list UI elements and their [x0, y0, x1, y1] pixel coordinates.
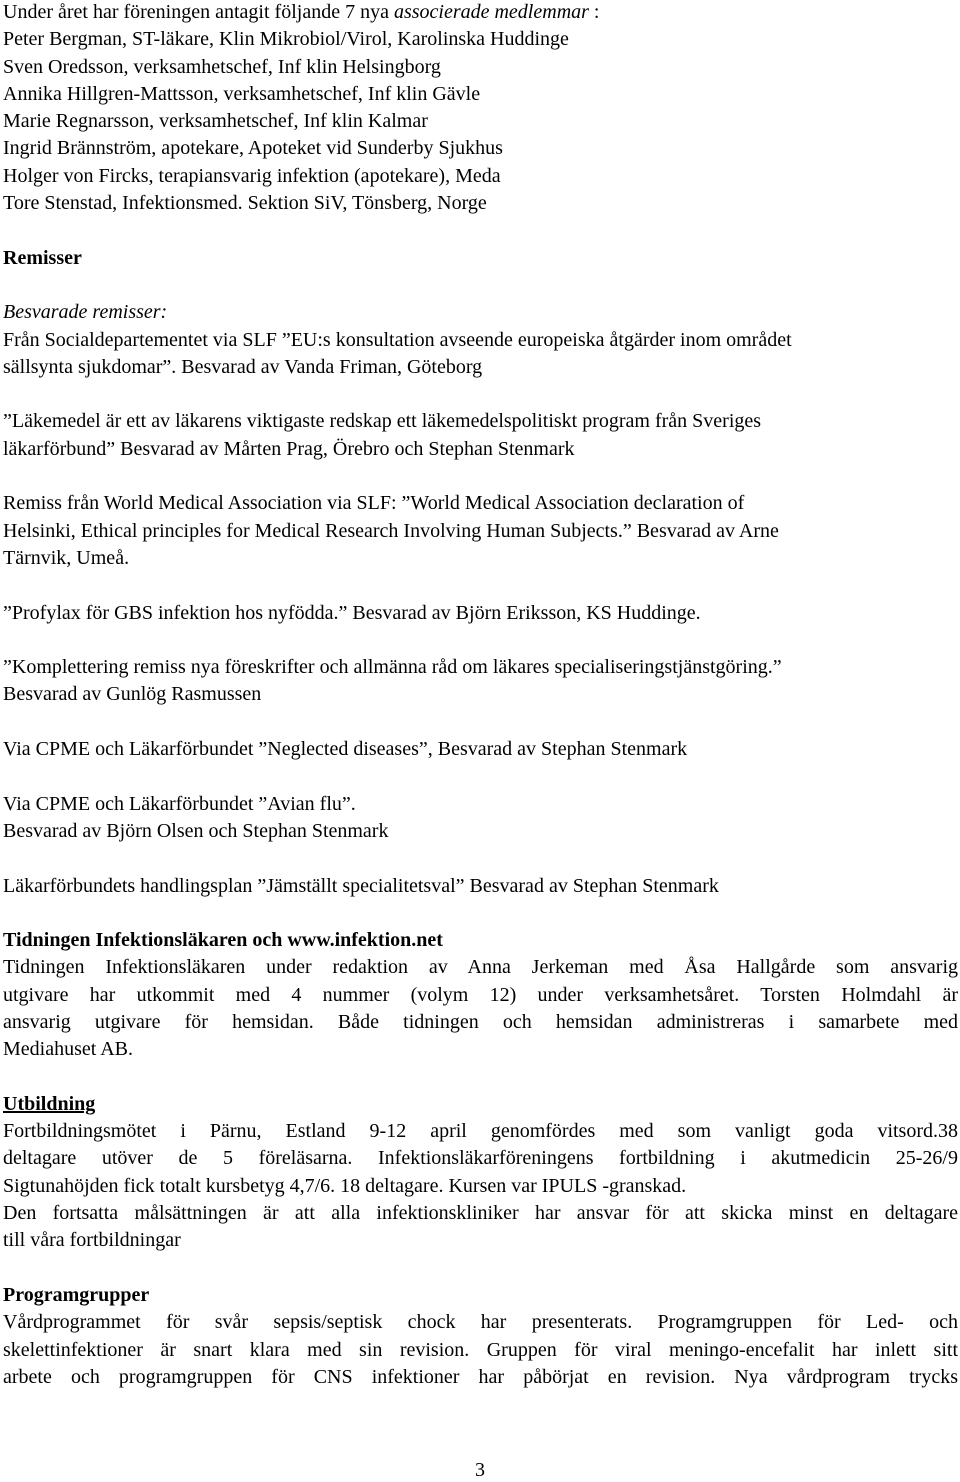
programgrupper-heading: Programgrupper [3, 1283, 150, 1306]
remiss-item [3, 736, 958, 763]
remiss-line: Läkarförbundets handlingsplan ”Jämställt specialitetsval” Besvarad av Stephan Stenmark [3, 874, 719, 897]
remiss-line: ”Komplettering remiss nya föreskrifter och allmänna råd om läkares specialiseringstjänstgöring.” [3, 656, 782, 679]
spacer [3, 900, 958, 927]
spacer [3, 381, 958, 408]
tidningen-line: utgivare har utkommit med 4 nummer (volym 12) under verksamhetsåret. Torsten Holmdahl är [3, 983, 958, 1006]
utbildning-line: Fortbildningsmötet i Pärnu, Estland 9-12 april genomfördes med som vanligt goda vitsord.38 [3, 1120, 958, 1143]
remiss-line: Via CPME och Läkarförbundet ”Neglected diseases”, Besvarad av Stephan Stenmark [3, 738, 688, 761]
member-item: Tore Stenstad, Infektionsmed. Sektion SiV, Tönsberg, Norge [3, 192, 487, 215]
remiss-item [3, 873, 958, 900]
remiss-item [3, 490, 958, 572]
spacer [3, 272, 958, 299]
programgrupper-line: Vårdprogrammet för svår sepsis/septisk chock har presenterats. Programgruppen för Led- och [3, 1311, 958, 1334]
utbildning-section [3, 1091, 958, 1255]
remisser-subheading: Besvarade remisser: [3, 301, 168, 324]
utbildning-heading: Utbildning [3, 1092, 96, 1115]
remiss-item [3, 600, 958, 627]
member-item: Holger von Fircks, terapiansvarig infektion (apotekare), Meda [3, 164, 501, 187]
document-page [3, 0, 958, 1391]
members-intro-text: Under året har föreningen antagit följande 7 nya [3, 1, 394, 23]
tidningen-line: Tidningen Infektionsläkaren under redaktion av Anna Jerkeman med Åsa Hallgårde som ansvarig [3, 956, 958, 979]
remiss-line: ”Profylax för GBS infektion hos nyfödda.” Besvarad av Björn Eriksson, KS Huddinge. [3, 601, 701, 624]
members-section [3, 0, 958, 217]
remiss-item [3, 654, 958, 709]
programgrupper-line: arbete och programgruppen för CNS infektioner har påbörjat en revision. Nya vårdprogram trycks [3, 1365, 958, 1388]
remiss-line: Från Socialdepartementet via SLF ”EU:s konsultation avseende europeiska åtgärder inom området [3, 328, 792, 351]
spacer [3, 463, 958, 490]
spacer [3, 1255, 958, 1282]
member-item: Marie Regnarsson, verksamhetschef, Inf klin Kalmar [3, 110, 428, 133]
member-item: Peter Bergman, ST-läkare, Klin Mikrobiol/Virol, Karolinska Huddinge [3, 28, 569, 51]
member-item: Ingrid Brännström, apotekare, Apoteket vid Sunderby Sjukhus [3, 137, 503, 160]
remisser-section [3, 245, 958, 900]
tidningen-section [3, 927, 958, 1063]
remisser-heading: Remisser [3, 246, 82, 269]
members-intro [3, 0, 958, 26]
page-number: 3 [475, 1459, 485, 1481]
member-item: Sven Oredsson, verksamhetschef, Inf klin Helsingborg [3, 55, 441, 78]
members-intro-italic: associerade medlemmar [393, 1, 589, 23]
members-intro-suffix: : [588, 1, 600, 23]
programgrupper-line: skelettinfektioner är snart klara med sin revision. Gruppen för viral meningo-encefalit har inlett sitt [3, 1338, 958, 1361]
tidningen-heading: Tidningen Infektionsläkaren och www.infektion.net [3, 929, 443, 952]
spacer [3, 217, 958, 244]
remiss-item [3, 408, 958, 463]
spacer [3, 709, 958, 736]
utbildning-line: Sigtunahöjden fick totalt kursbetyg 4,7/6. 18 deltagare. Kursen var IPULS -granskad. [3, 1174, 687, 1197]
remiss-line: läkarförbund” Besvarad av Mårten Prag, Örebro och Stephan Stenmark [3, 437, 575, 460]
utbildning-line: deltagare utöver de 5 föreläsarna. Infektionsläkarföreningens fortbildning i akutmedicin 25-26/9 [3, 1147, 958, 1170]
spacer [3, 845, 958, 872]
programgrupper-section [3, 1282, 958, 1391]
remiss-line: Via CPME och Läkarförbundet ”Avian flu”. [3, 792, 356, 815]
tidningen-line: Mediahuset AB. [3, 1038, 133, 1061]
member-item: Annika Hillgren-Mattsson, verksamhetschef, Inf klin Gävle [3, 82, 481, 105]
remiss-line: Besvarad av Björn Olsen och Stephan Stenmark [3, 819, 389, 842]
remiss-line: Besvarad av Gunlög Rasmussen [3, 683, 262, 706]
remiss-line: Helsinki, Ethical principles for Medical Research Involving Human Subjects.” Besvarad av Arne [3, 519, 779, 542]
remiss-line: Remiss från World Medical Association via SLF: ”World Medical Association declaration of [3, 492, 745, 515]
spacer [3, 1064, 958, 1091]
spacer [3, 627, 958, 654]
utbildning-line: Den fortsatta målsättningen är att alla infektionskliniker har ansvar för att skicka minst en deltagare [3, 1202, 958, 1225]
remiss-item [3, 327, 958, 382]
remiss-item [3, 791, 958, 846]
remiss-line: sällsynta sjukdomar”. Besvarad av Vanda Friman, Göteborg [3, 355, 483, 378]
utbildning-line: till våra fortbildningar [3, 1229, 181, 1252]
remiss-line: ”Läkemedel är ett av läkarens viktigaste redskap ett läkemedelspolitiskt program från Sveriges [3, 410, 762, 433]
remiss-line: Tärnvik, Umeå. [3, 546, 130, 569]
spacer [3, 572, 958, 599]
spacer [3, 763, 958, 790]
tidningen-line: ansvarig utgivare för hemsidan. Både tidningen och hemsidan administreras i samarbete med [3, 1010, 958, 1033]
